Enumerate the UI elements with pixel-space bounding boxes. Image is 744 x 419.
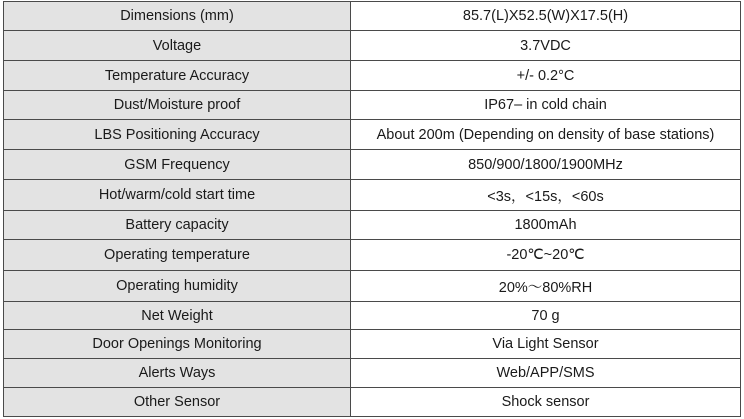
spec-value: 1800mAh [351,211,741,240]
table-row [4,211,741,240]
spec-value: 20%～80%RH [351,271,741,302]
spec-value: 3.7VDC [351,31,741,61]
table-row [4,91,741,120]
spec-label: Net Weight [4,302,351,330]
spec-value: IP67– in cold chain [351,91,741,120]
spec-table-body [4,2,741,417]
spec-value: Via Light Sensor [351,330,741,359]
table-row [4,120,741,150]
table-row [4,330,741,359]
table-row [4,271,741,302]
spec-label: Operating humidity [4,271,351,302]
spec-value: 850/900/1800/1900MHz [351,150,741,180]
spec-label: Voltage [4,31,351,61]
table-row [4,61,741,91]
spec-label: Dust/Moisture proof [4,91,351,120]
spec-label: Battery capacity [4,211,351,240]
table-row [4,150,741,180]
spec-label: Other Sensor [4,388,351,417]
spec-value: Web/APP/SMS [351,359,741,388]
table-row [4,240,741,271]
spec-label: Temperature Accuracy [4,61,351,91]
table-row [4,180,741,211]
spec-value: 85.7(L)X52.5(W)X17.5(H) [351,2,741,31]
spec-label: Hot/warm/cold start time [4,180,351,211]
spec-value: 70 g [351,302,741,330]
spec-value: -20℃~20℃ [351,240,741,271]
spec-label: GSM Frequency [4,150,351,180]
spec-value: <3s，<15s，<60s [351,180,741,211]
spec-value: +/- 0.2°C [351,61,741,91]
spec-table [3,1,741,417]
spec-value: About 200m (Depending on density of base stations) [351,120,741,150]
spec-label: Operating temperature [4,240,351,271]
table-row [4,302,741,330]
table-row [4,359,741,388]
spec-label: Alerts Ways [4,359,351,388]
table-row [4,2,741,31]
table-row [4,31,741,61]
spec-label: LBS Positioning Accuracy [4,120,351,150]
spec-label: Door Openings Monitoring [4,330,351,359]
spec-label: Dimensions (mm) [4,2,351,31]
table-row [4,388,741,417]
spec-value: Shock sensor [351,388,741,417]
